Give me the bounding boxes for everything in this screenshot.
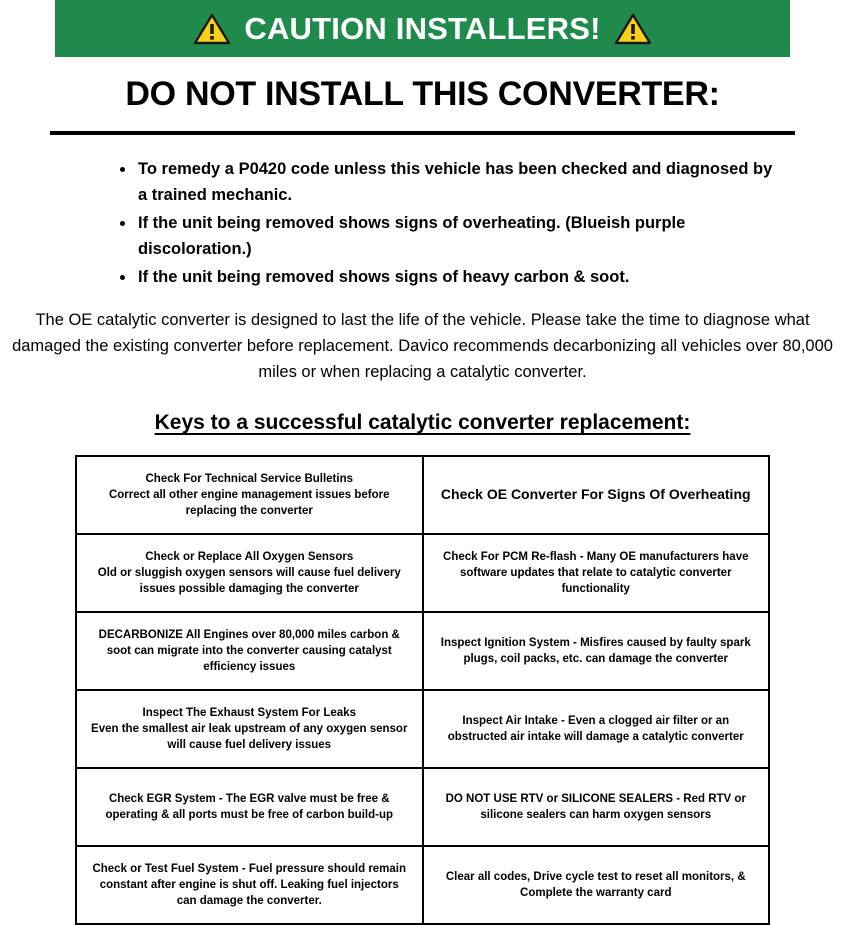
keys-section-heading: Keys to a successful catalytic converter replacement:: [154, 411, 691, 434]
table-cell-right: Check OE Converter For Signs Of Overheating: [423, 456, 770, 534]
warning-triangle-icon: [615, 13, 651, 45]
table-row: [76, 612, 769, 690]
caution-banner: [55, 0, 790, 57]
table-cell-right: Check For PCM Re-flash - Many OE manufacturers have software updates that relate to catalytic converter functionality: [423, 534, 770, 612]
table-cell-left: Check or Test Fuel System - Fuel pressure should remain constant after engine is shut off. Leaking fuel injectors can damage the converter.: [76, 846, 423, 924]
list-item: If the unit being removed shows signs of overheating. (Blueish purple discoloration.): [120, 211, 785, 262]
table-row: [76, 768, 769, 846]
table-cell-left: Check or Replace All Oxygen Sensors Old or sluggish oxygen sensors will cause fuel delivery issues possible damaging the converter: [76, 534, 423, 612]
body-paragraph: The OE catalytic converter is designed to last the life of the vehicle. Please take the time to diagnose what damaged the existing converter before replacement. Davico recommends decarbonizing all vehicles over 80,000 miles or when replacing a catalytic converter.: [12, 310, 833, 381]
table-cell-right: Inspect Air Intake - Even a clogged air filter or an obstructed air intake will damage a catalytic converter: [423, 690, 770, 768]
table-cell-right: Inspect Ignition System - Misfires caused by faulty spark plugs, coil packs, etc. can damage the converter: [423, 612, 770, 690]
table-cell-left: Inspect The Exhaust System For Leaks Even the smallest air leak upstream of any oxygen sensor will cause fuel delivery issues: [76, 690, 423, 768]
table-row: [76, 456, 769, 534]
table-cell-right: Clear all codes, Drive cycle test to reset all monitors, & Complete the warranty card: [423, 846, 770, 924]
table-row: [76, 534, 769, 612]
list-item: To remedy a P0420 code unless this vehicle has been checked and diagnosed by a trained mechanic.: [120, 157, 785, 208]
keys-table: [75, 455, 770, 925]
keys-table-wrapper: [75, 455, 770, 925]
caution-banner-label: CAUTION INSTALLERS!: [244, 10, 601, 46]
page-title: DO NOT INSTALL THIS CONVERTER:: [125, 75, 720, 113]
list-item: If the unit being removed shows signs of heavy carbon & soot.: [120, 265, 785, 291]
table-row: [76, 690, 769, 768]
do-not-install-list: [0, 157, 845, 291]
table-cell-left: Check For Technical Service Bulletins Correct all other engine management issues before replacing the converter: [76, 456, 423, 534]
warning-triangle-icon: [194, 13, 230, 45]
divider: [50, 131, 795, 135]
table-cell-left: Check EGR System - The EGR valve must be free & operating & all ports must be free of carbon build-up: [76, 768, 423, 846]
table-cell-right: DO NOT USE RTV or SILICONE SEALERS - Red RTV or silicone sealers can harm oxygen sensors: [423, 768, 770, 846]
table-row: [76, 846, 769, 924]
table-cell-left: DECARBONIZE All Engines over 80,000 miles carbon & soot can migrate into the converter causing catalyst efficiency issues: [76, 612, 423, 690]
